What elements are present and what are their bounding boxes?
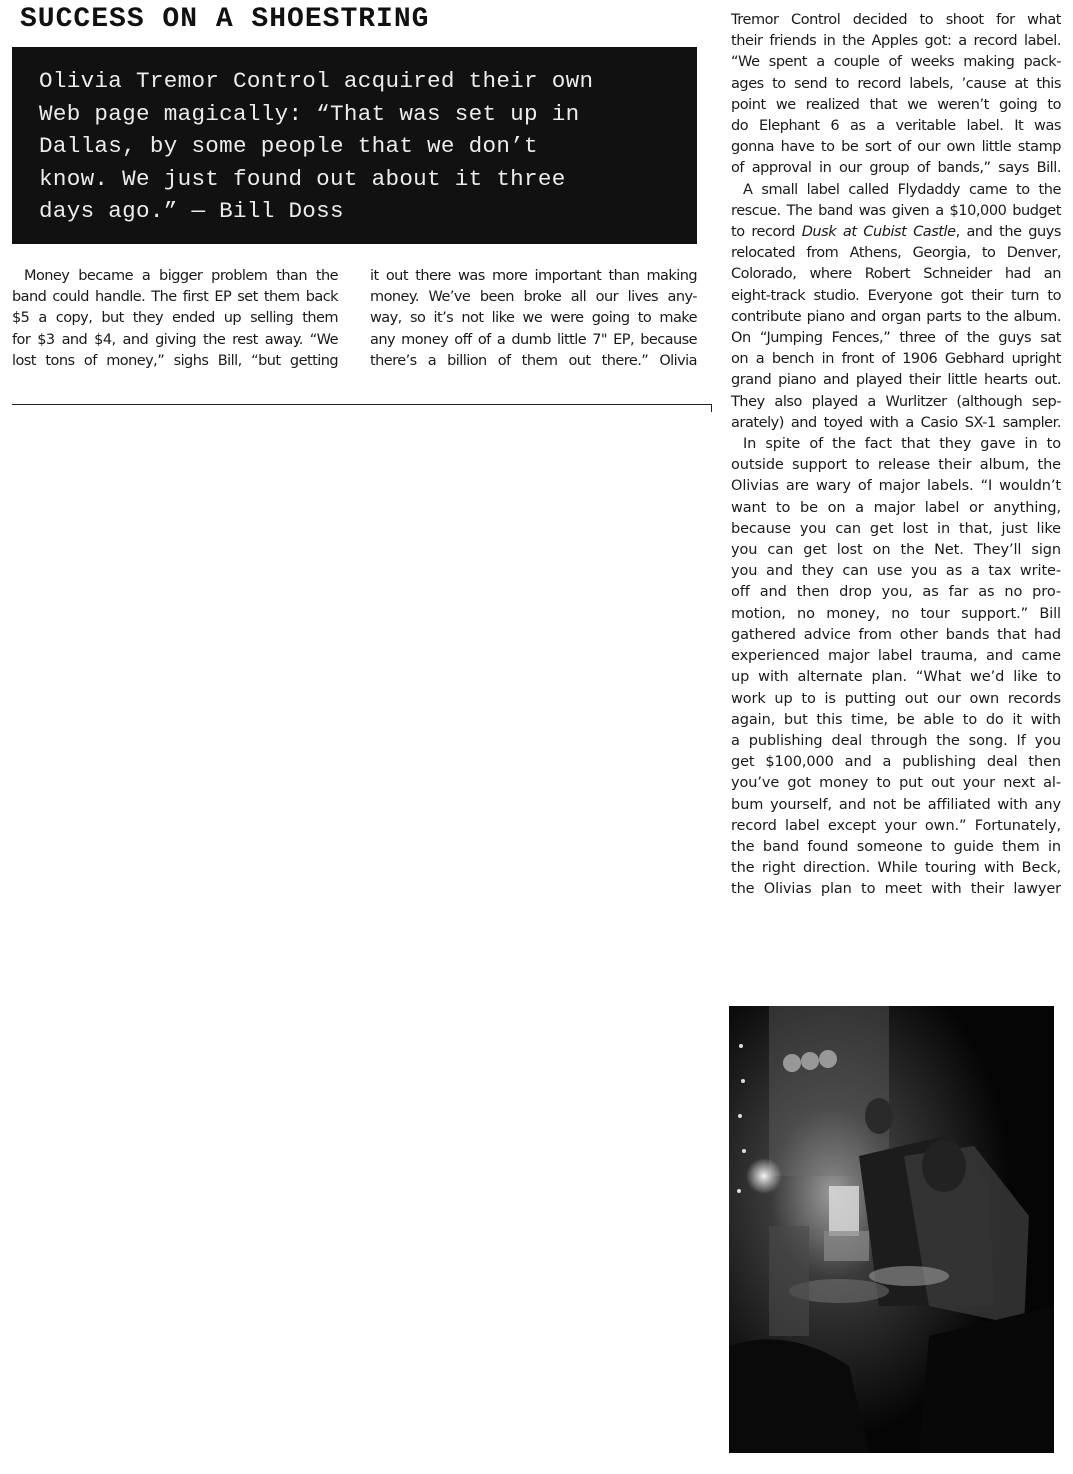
- text-line: band could handle. The first EP set them back: [12, 289, 338, 306]
- text-line: Olivias are wary of major labels. “I wouldn’t: [731, 478, 1061, 495]
- pull-quote-line: Dallas, by some people that we don’t: [39, 133, 538, 160]
- text-line: of approval in our group of bands,” says Bill.: [731, 160, 1061, 177]
- text-line: way, so it’s not like we were going to make: [370, 310, 697, 327]
- text-line: their friends in the Apples got: a record label.: [731, 33, 1061, 50]
- text-line: arately) and toyed with a Casio SX-1 sampler.: [731, 414, 1061, 431]
- text-line: ages to send to record labels, ’cause at this: [731, 75, 1061, 92]
- body-column-1: [12, 266, 338, 372]
- text-line: rescue. The band was given a $10,000 budget: [731, 202, 1061, 219]
- text-line: any money off of a dumb little 7" EP, because: [370, 331, 697, 348]
- text-line: for $3 and $4, and giving the rest away. “We: [12, 331, 338, 348]
- text-line: Tremor Control decided to shoot for what: [731, 12, 1061, 28]
- text-line: a publishing deal through the song. If you: [731, 732, 1061, 749]
- text-line: money. We’ve been broke all our lives any-: [370, 289, 697, 306]
- text-line: do Elephant 6 as a veritable label. It was: [731, 118, 1061, 135]
- text-line: motion, no money, no tour support.” Bill: [731, 605, 1061, 622]
- pull-quote-line: days ago.” — Bill Doss: [39, 198, 344, 225]
- body-column-2: [370, 266, 697, 372]
- band-photo: [729, 1006, 1054, 1453]
- pull-quote-box: [12, 47, 697, 244]
- text-line: you and they can use you as a tax write-: [731, 563, 1061, 580]
- album-title: Dusk at Cubist Castle: [801, 224, 956, 241]
- text-line: [731, 222, 1061, 243]
- text-run: to record: [731, 224, 802, 241]
- text-line: Money became a bigger problem than the: [24, 268, 338, 284]
- text-line: gathered advice from other bands that had: [731, 626, 1061, 643]
- pull-quote-line: Olivia Tremor Control acquired their own: [39, 68, 594, 94]
- text-line: there’s a billion of them out there.” Olivia: [370, 352, 697, 369]
- text-line: A small label called Flydaddy came to the: [743, 181, 1061, 198]
- text-line: because you can get lost in that, just like: [731, 520, 1061, 537]
- text-line: relocated from Athens, Georgia, to Denver,: [731, 245, 1061, 262]
- text-line: gonna have to be sort of our own little stamp: [731, 139, 1061, 156]
- text-line: grand piano and played their little hearts out.: [731, 372, 1061, 389]
- text-line: They also played a Wurlitzer (although sep-: [731, 393, 1061, 410]
- text-line: want to be on a major label or anything,: [731, 499, 1061, 516]
- text-line: the band found someone to guide them in: [731, 838, 1061, 855]
- text-line: $5 a copy, but they ended up selling them: [12, 310, 338, 327]
- text-line: the Olivias plan to meet with their lawyer: [731, 881, 1061, 898]
- section-divider-tick: [711, 404, 712, 412]
- section-divider-rule: [12, 404, 712, 405]
- text-line: outside support to release their album, the: [731, 457, 1061, 474]
- band-photo-image: [729, 1006, 1054, 1453]
- text-line: eight-track studio. Everyone got their turn to: [731, 287, 1061, 304]
- text-line: you can get lost on the Net. They’ll sign: [731, 542, 1061, 559]
- text-line: record label except your own.” Fortunately,: [731, 817, 1061, 834]
- text-line: In spite of the fact that they gave in to: [743, 436, 1061, 453]
- text-line: work up to is putting out our own records: [731, 690, 1061, 707]
- text-run: , and the guys: [955, 224, 1062, 241]
- body-column-3: [731, 10, 1061, 901]
- text-line: it out there was more important than making: [370, 268, 697, 284]
- text-line: experienced major label trauma, and came: [731, 648, 1061, 665]
- text-line: up with alternate plan. “What we’d like to: [731, 669, 1061, 686]
- text-line: On “Jumping Fences,” three of the guys sat: [731, 330, 1061, 347]
- text-line: Colorado, where Robert Schneider had an: [731, 266, 1061, 283]
- article-headline: SUCCESS ON A SHOESTRING: [20, 4, 430, 35]
- text-line: again, but this time, be able to do it with: [731, 711, 1061, 728]
- text-line: point we realized that we weren’t going to: [731, 96, 1061, 113]
- text-line: off and then drop you, as far as no pro-: [731, 584, 1061, 601]
- text-line: contribute piano and organ parts to the album.: [731, 308, 1061, 325]
- pull-quote-line: know. We just found out about it three: [39, 165, 566, 192]
- pull-quote-line: Web page magically: “That was set up in: [39, 100, 580, 127]
- text-line: lost tons of money,” sighs Bill, “but getting: [12, 352, 338, 369]
- text-line: the right direction. While touring with Beck,: [731, 860, 1061, 877]
- text-line: on a bench in front of 1906 Gebhard upright: [731, 351, 1061, 368]
- text-line: get $100,000 and a publishing deal then: [731, 754, 1061, 771]
- text-line: “We spent a couple of weeks making pack-: [731, 54, 1061, 71]
- text-line: bum yourself, and not be affiliated with any: [731, 796, 1061, 813]
- text-line: you’ve got money to put out your next al-: [731, 775, 1061, 792]
